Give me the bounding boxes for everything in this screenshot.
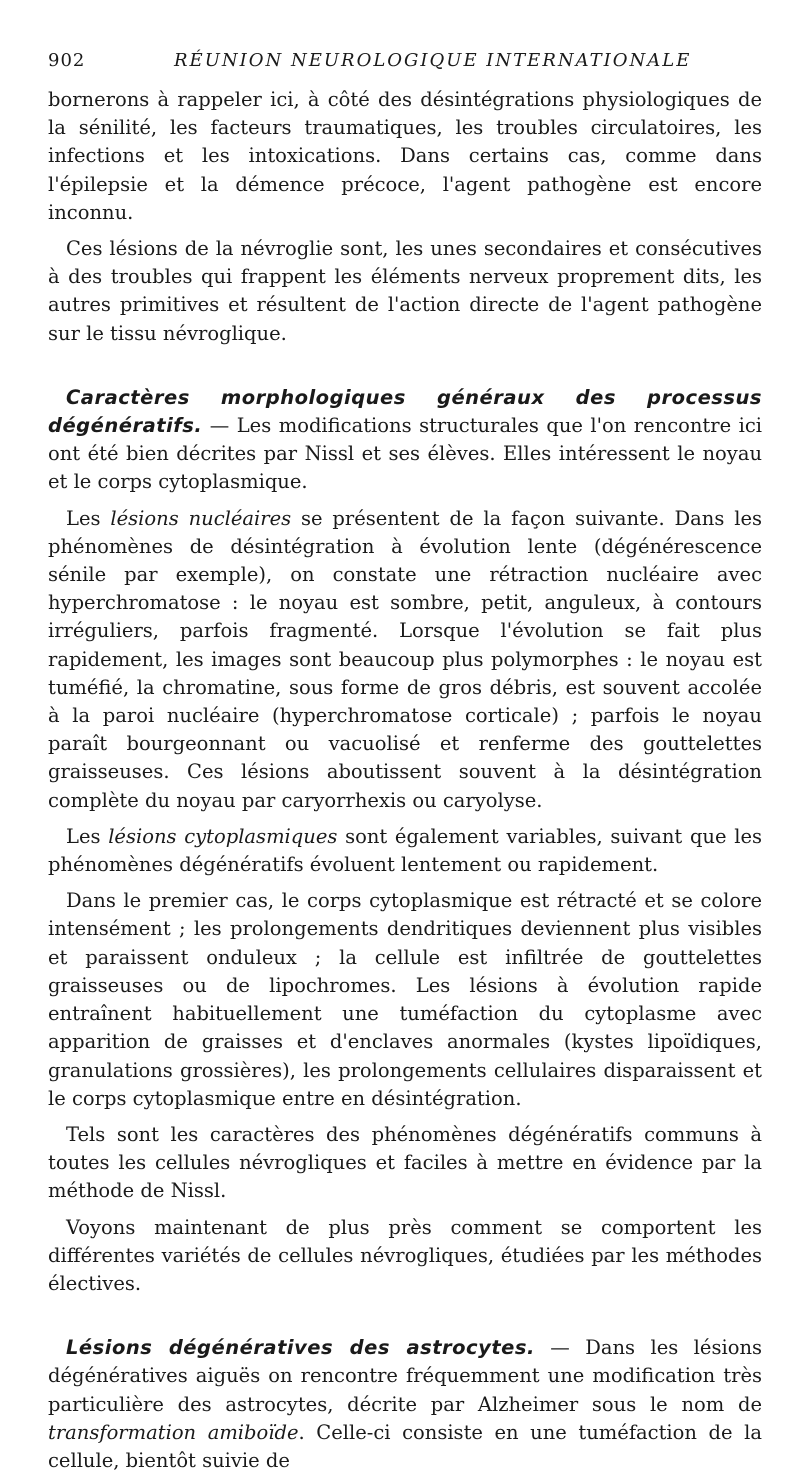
lead-text: Les (66, 506, 111, 530)
running-title: RÉUNION NEUROLOGIQUE INTERNATIONALE (174, 50, 692, 71)
section-heading-caracteres: Caractères morphologiques généraux des processus dégénératifs. (48, 385, 762, 438)
section-tail-astrocytes: . Celle-ci consiste en une tuméfaction de la cellule, bientôt suivie de (48, 1420, 763, 1472)
paragraph-lesions-nevroglie: Ces lésions de la névroglie sont, les unes secondaires et consécutives à des troubles qui frappent les éléments nerveux proprement dits, les autres primitives et résultent de l'action directe de l'agent pathogène sur le tissu névroglique. (48, 237, 762, 345)
body-text: sont également variables, suivant que les phénomènes dégénératifs évoluent lentement ou rapidement. (48, 824, 762, 877)
section-body-astrocytes: — Dans les lésions dégénératives aiguës on rencontre fréquemment une modification très particulière des astrocytes, décrite par Alzheimer sous le nom de (48, 1336, 763, 1416)
section-lesions-astrocytes (48, 1334, 762, 1475)
paragraph-continuation: bornerons à rappeler ici, à côté des désintégrations physiologiques de la sénilité, les facteurs traumatiques, les troubles circulatoires, les infections et les intoxications. Dans certains cas, comme dans l'épilepsie et la démence précoce, l'agent pathogène est encore inconnu. (48, 88, 762, 224)
lead-text: Les (66, 824, 109, 848)
paragraph-premier-cas: Dans le premier cas, le corps cytoplasmique est rétracté et se colore intensément ; les prolongements dendritiques deviennent plus visibles et paraissent onduleux ; la cellule est infiltrée de gouttelettes graisseuses ou de lipochromes. Les lésions à évolution rapide entraînent habituellement une tuméfaction du cytoplasme avec apparition de graisses et d'enclaves anormales (kystes lipoïdiques, granulations grossières), les prolongements cellulaires disparaissent et le corps cytoplasmique entre en désintégration. (48, 889, 762, 1110)
section-heading-astrocytes: Lésions dégénératives des astrocytes. (66, 1336, 535, 1360)
emphasis-lesions-cytoplasmiques: lésions cytoplasmiques (108, 824, 338, 848)
paragraph-caracteres-communs: Tels sont les caractères des phénomènes dégénératifs communs à toutes les cellules névrogliques et faciles à mettre en évidence par la méthode de Nissl. (48, 1122, 762, 1203)
section-body-caracteres: — Les modifications structurales que l'on rencontre ici ont été bien décrites par Nissl et ses élèves. Elles intéressent le noyau et le corps cytoplasmique. (48, 414, 762, 494)
page-header (48, 50, 762, 86)
body-text: se présentent de la façon suivante. Dans les phénomènes de désintégration à évolution lente (dégénérescence sénile par exemple), on constate une rétraction nucléaire avec hyperchromatose : le noyau est sombre, petit, anguleux, à contours irréguliers, parfois fragmenté. Lorsque l'évolution se fait plus rapidement, les images sont beaucoup plus polymorphes : le noyau est tuméfié, la chromatine, sous forme de gros débris, est souvent accolée à la paroi nucléaire (hyperchromatose corticale) ; parfois le noyau paraît bourgeonnant ou vacuolisé et renferme des gouttelettes graisseuses. Ces lésions aboutissent souvent à la désintégration complète du noyau par caryorrhexis ou caryolyse. (48, 506, 762, 812)
paragraph-voyons: Voyons maintenant de plus près comment se comportent les différentes variétés de cellules névrogliques, étudiées par les méthodes électives. (48, 1215, 762, 1295)
emphasis-transformation-amiboide: transformation amiboïde (48, 1420, 299, 1444)
page-number: 902 (48, 50, 86, 71)
emphasis-lesions-nucleaires: lésions nucléaires (110, 506, 292, 530)
paragraph-lesions-nucleaires (48, 505, 762, 815)
section-caracteres-morphologiques (48, 384, 762, 497)
paragraph-lesions-cytoplasmiques (48, 823, 762, 879)
